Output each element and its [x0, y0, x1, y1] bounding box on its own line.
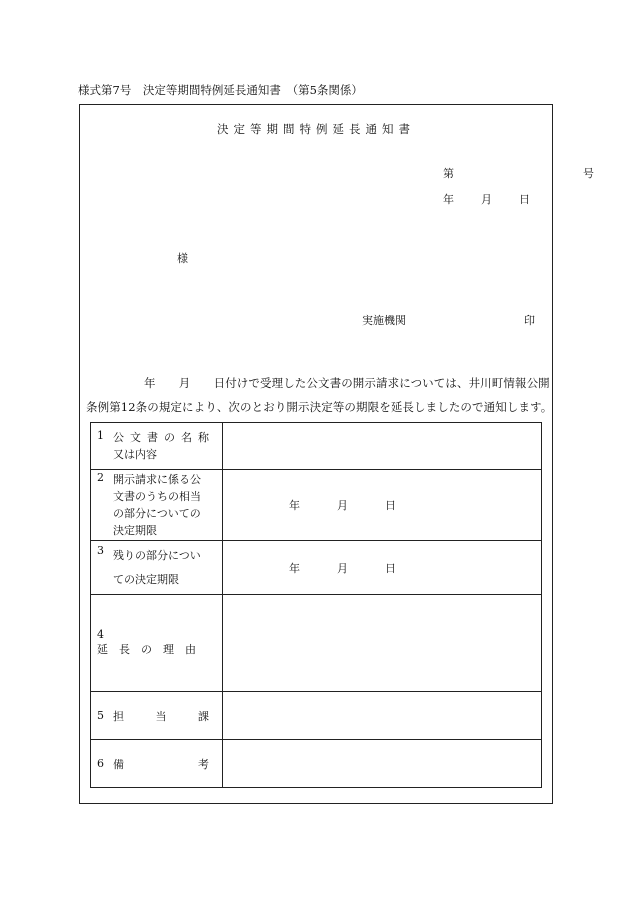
row-label: [91, 470, 223, 541]
row-label-line: 又は内容: [113, 448, 157, 461]
date-year: 年: [289, 561, 300, 575]
date-year: 年: [289, 499, 300, 512]
date-year: 年: [443, 193, 454, 206]
date-month: 月: [337, 499, 348, 512]
partial-decision-date-field[interactable]: [223, 470, 542, 541]
notice-form: [79, 104, 594, 804]
document-number-line: [443, 165, 594, 181]
row-number: 4: [97, 628, 104, 641]
document-title: 決定等期間特例延長通知書: [217, 122, 415, 136]
addressee-suffix: 様: [177, 252, 188, 265]
agency-label: 実施機関: [362, 314, 406, 327]
table-row: [91, 740, 542, 788]
date-day: 日: [385, 561, 396, 575]
date-month: 月: [481, 193, 492, 206]
date-month: 月: [337, 561, 348, 575]
department-field[interactable]: [223, 692, 542, 740]
row-number: 1: [97, 429, 104, 442]
row-number: 6: [97, 757, 104, 770]
row-number: 5: [97, 709, 104, 722]
row-label: [91, 423, 223, 470]
row-label: [91, 692, 223, 740]
table-row: [91, 470, 542, 541]
table-row: [91, 692, 542, 740]
row-label-line: 開示請求に係る公: [113, 473, 201, 486]
row-label: [91, 740, 223, 788]
row-label-line: 公文書の名称: [113, 431, 215, 444]
table-row: [91, 423, 542, 470]
table-row: [91, 595, 542, 692]
row-label-line: 延長の理由: [97, 643, 207, 656]
row-label-char: 課: [198, 709, 209, 723]
seal-label: 印: [524, 314, 535, 327]
number-prefix: 第: [443, 167, 454, 180]
remarks-field[interactable]: [223, 740, 542, 788]
row-label-line: ての決定期限: [113, 572, 179, 586]
extension-reason-field[interactable]: [223, 595, 542, 692]
row-label: [91, 595, 223, 692]
remaining-decision-date-field[interactable]: [223, 541, 542, 595]
row-number: 2: [97, 471, 104, 484]
issue-date-line: [443, 191, 530, 207]
form-number-label: 様式第7号 決定等期間特例延長通知書 （第5条関係）: [78, 83, 363, 97]
document-name-field[interactable]: [223, 423, 542, 470]
row-label-line: 残りの部分につい: [113, 548, 201, 562]
number-suffix: 号: [583, 167, 594, 180]
date-day: 日: [385, 499, 396, 512]
row-label-char: 当: [155, 709, 167, 723]
row-number: 3: [97, 543, 104, 557]
row-label-char: 担: [113, 709, 124, 723]
details-table: [90, 422, 542, 788]
notice-body: [86, 371, 552, 419]
row-label-char: 考: [198, 757, 209, 771]
row-label-line: 文書のうちの相当: [113, 490, 201, 503]
body-line-2: 条例第12条の規定により、次のとおり開示決定等の期限を延長しましたので通知します。: [86, 400, 553, 414]
row-label-char: 備: [113, 757, 124, 771]
date-day: 日: [519, 193, 530, 206]
row-label: [91, 541, 223, 595]
body-line-1: 年 月 日付けで受理した公文書の開示請求については、井川町情報公開: [86, 376, 550, 390]
table-row: [91, 541, 542, 595]
row-label-line: 決定期限: [113, 524, 157, 537]
row-label-line: の部分についての: [113, 507, 201, 520]
